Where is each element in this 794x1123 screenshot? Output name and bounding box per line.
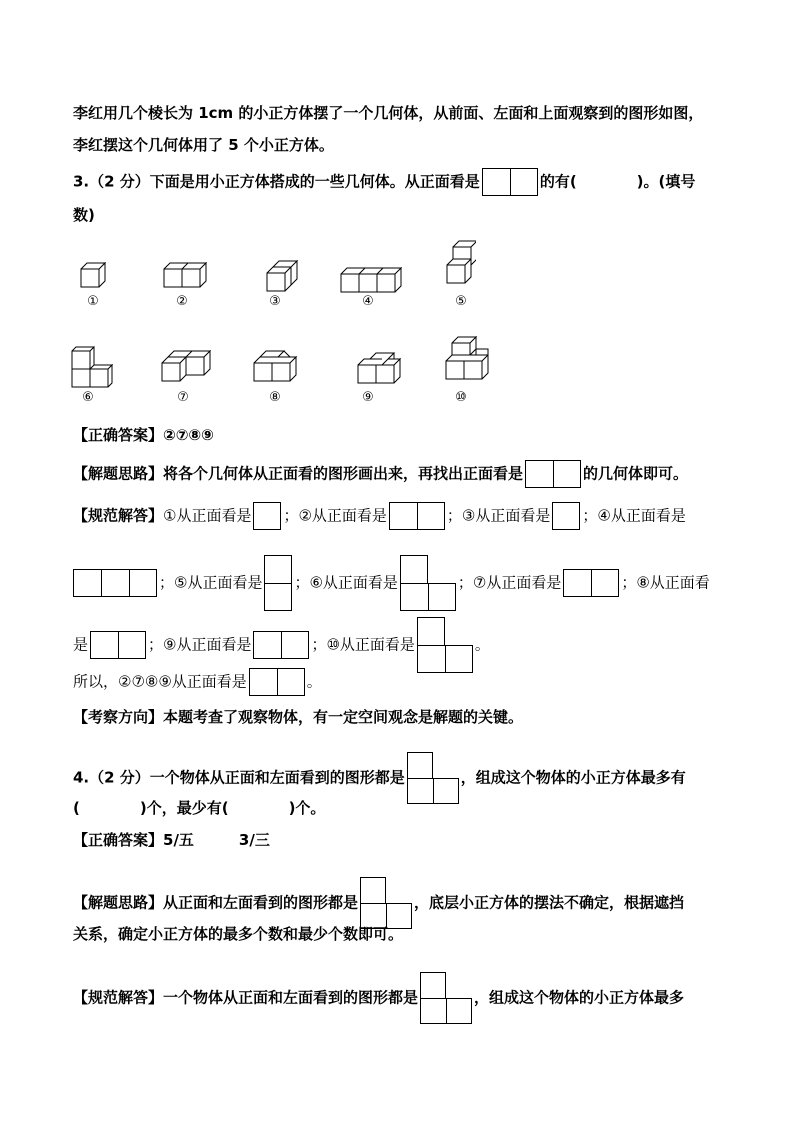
solid-10-figure [445, 332, 495, 380]
solid-label-6: ⑥ [82, 390, 94, 405]
q4-thinking-figure [360, 877, 412, 929]
q3-focus: 【考察方向】本题考查了观察物体，有一定空间观念是解题的关键。 [73, 708, 524, 726]
q3-stem-cont: 数) [73, 206, 95, 224]
q3-prefix: 3.（2 分）下面是用小正方体搭成的一些几何体。从正面看是 [73, 172, 480, 191]
sol-part-3: ；③从正面看是 [446, 506, 551, 525]
solid-6-figure [71, 346, 113, 388]
solid-3-figure [266, 256, 302, 292]
thinking-view-figure [525, 460, 581, 488]
solid-9-figure [357, 350, 407, 384]
sol-part-9: ；⑨从正面看是 [148, 635, 252, 654]
q4-solution [73, 972, 685, 1007]
view-4-figure [73, 569, 157, 597]
q3-stem [73, 168, 696, 191]
summary-text: 所以，②⑦⑧⑨从正面看是 [73, 672, 247, 691]
sol-part-8: ；⑧从正面看 [621, 573, 710, 592]
sol-part-1: ①从正面看是 [163, 506, 252, 525]
solid-label-5: ⑤ [455, 294, 467, 309]
sol-part-8b: 是 [73, 635, 89, 654]
q4-view-figure [407, 752, 459, 804]
view-10-figure [417, 617, 473, 673]
view-2-figure [389, 502, 445, 530]
solid-label-7: ⑦ [177, 390, 189, 405]
solid-label-8: ⑧ [269, 390, 281, 405]
view-9-figure [253, 631, 309, 659]
q3-solution-line-2 [73, 555, 710, 592]
q4-thinking-c: 关系，确定小正方体的最多个数和最少个数即可。 [73, 925, 404, 943]
solid-2-figure [163, 262, 207, 288]
q4-solution-figure [420, 972, 472, 1024]
intro-line-1: 李红用几个棱长为 1cm 的小正方体摆了一个几何体，从前面、左面和上面观察到的图形如图， [73, 104, 704, 122]
q4-solution-b: ，组成这个物体的小正方体最多 [474, 988, 685, 1007]
q4-suffix: ，组成这个物体的小正方体最多有 [460, 768, 686, 787]
solid-8-figure [253, 350, 303, 382]
sol-part-10: ；⑩从正面看是 [311, 635, 415, 654]
solution-label: 【规范解答】 [73, 506, 164, 525]
solid-label-4: ④ [362, 294, 374, 309]
sol-part-4: ；④从正面看是 [582, 506, 686, 525]
q4-answer: 【正确答案】5/五 3/三 [73, 831, 270, 849]
q4-solution-label: 【规范解答】 [73, 988, 164, 1007]
q4-thinking-b: ，底层小正方体的摆法不确定，根据遮挡 [414, 893, 685, 912]
q3-summary [73, 668, 322, 691]
solid-4-figure [340, 267, 402, 293]
solid-1-figure [80, 262, 106, 288]
q3-solution-line-1 [73, 502, 686, 525]
sol-part-5: ；⑤从正面看是 [159, 573, 263, 592]
view-7-figure [563, 569, 619, 597]
q3-answer: 【正确答案】②⑦⑧⑨ [73, 426, 214, 444]
q3-solution-line-3 [73, 617, 490, 654]
summary-view-figure [249, 668, 305, 696]
q4-thinking-a: 【解题思路】从正面和左面看到的图形都是 [73, 893, 359, 912]
solid-label-1: ① [87, 294, 99, 309]
q3-thinking-a: 【解题思路】将各个几何体从正面看的图形画出来，再找出正面看是 [73, 464, 524, 483]
q4-stem [73, 752, 686, 787]
solid-label-9: ⑨ [362, 390, 374, 405]
sol-part-7: ；⑦从正面看是 [457, 573, 562, 592]
solid-label-10: ⑩ [455, 390, 467, 405]
view-3-figure [552, 502, 580, 530]
solid-label-3: ③ [269, 294, 281, 309]
q4-prefix: 4.（2 分）一个物体从正面和左面看到的图形都是 [73, 768, 405, 787]
solid-7-figure [161, 350, 211, 382]
q3-thinking-b: 的几何体即可。 [583, 464, 689, 483]
sol-part-end: 。 [474, 635, 490, 654]
summary-end: 。 [306, 672, 322, 691]
intro-line-2: 李红摆这个几何体用了 5 个小正方体。 [73, 136, 334, 154]
sol-part-6: ；⑥从正面看是 [294, 573, 398, 592]
view-8-figure [90, 631, 146, 659]
sol-part-2: ；②从正面看是 [283, 506, 387, 525]
solid-label-2: ② [176, 294, 188, 309]
q4-blanks: ( )个，最少有( )个。 [73, 799, 326, 817]
solid-5-figure [446, 240, 476, 292]
view-6-figure [400, 555, 456, 611]
q3-thinking [73, 460, 689, 483]
q3-suffix: 的有( )。(填号 [539, 172, 696, 191]
view-1-figure [253, 502, 281, 530]
front-view-figure [482, 168, 538, 196]
view-5-figure [264, 555, 292, 611]
q4-solution-a: 一个物体从正面和左面看到的图形都是 [163, 988, 419, 1007]
q4-thinking [73, 877, 685, 912]
